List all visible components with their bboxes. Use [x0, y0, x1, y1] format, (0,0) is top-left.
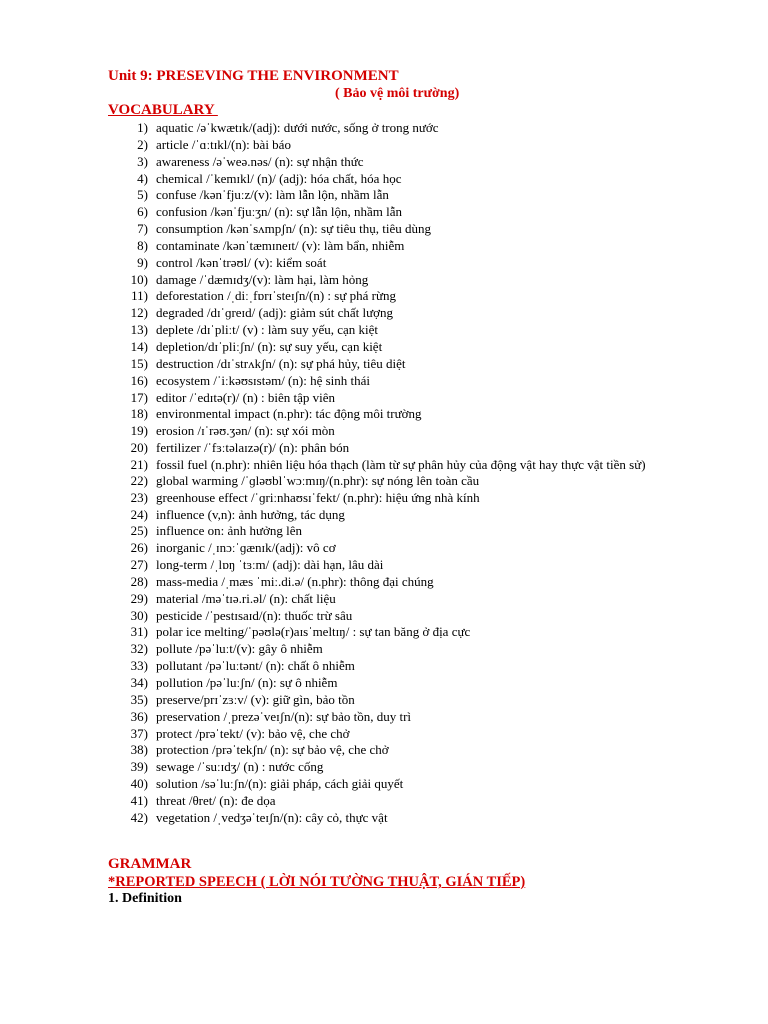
- vocab-item: [0, 440, 768, 457]
- vocab-item-number: 9): [137, 254, 148, 270]
- vocab-item: [0, 288, 768, 305]
- vocab-item-text: solution /səˈluːʃn/(n): giải pháp, cách giải quyết: [156, 776, 404, 792]
- vocab-item-text: control /kənˈtrəʊl/ (v): kiểm soát: [156, 254, 327, 270]
- vocab-item-number: 22): [130, 472, 148, 488]
- vocab-item: [0, 137, 768, 154]
- vocab-item-text: deforestation /ˌdiːˌfɒrɪˈsteɪʃn/(n) : sự phá rừng: [156, 288, 397, 304]
- vocabulary-heading: VOCABULARY: [108, 102, 218, 118]
- vocab-item: [0, 591, 768, 608]
- definition-heading: 1. Definition: [108, 891, 182, 906]
- vocab-item: [0, 658, 768, 675]
- vocab-item-number: 3): [137, 153, 148, 169]
- vocab-item-number: 37): [130, 725, 148, 741]
- vocab-item-text: pollute /pəˈluːt/(v): gây ô nhiễm: [156, 641, 323, 657]
- vocab-item: [0, 255, 768, 272]
- vocab-item-text: preserve/prɪˈzɜːv/ (v): giữ gìn, bảo tồn: [156, 691, 355, 707]
- vocab-item-text: damage /ˈdæmɪdʒ/(v): làm hại, làm hỏng: [156, 271, 369, 287]
- vocab-item: [0, 624, 768, 641]
- vocab-item: [0, 507, 768, 524]
- vocab-item-number: 39): [130, 759, 148, 775]
- vocab-item-text: editor /ˈedɪtə(r)/ (n) : biên tập viên: [156, 389, 336, 405]
- vocab-item-text: vegetation /ˌvedʒəˈteɪʃn/(n): cây cỏ, thực vật: [156, 809, 388, 825]
- vocab-item-number: 28): [130, 573, 148, 589]
- grammar-heading: GRAMMAR: [108, 856, 192, 872]
- vocab-item-text: pollutant /pəˈluːtənt/ (n): chất ô nhiễm: [156, 658, 355, 674]
- vocab-item-number: 33): [130, 658, 148, 674]
- vocab-item-number: 6): [137, 204, 148, 220]
- vocab-item: [0, 793, 768, 810]
- vocab-item-number: 16): [130, 372, 148, 388]
- vocab-item-text: influence on: ảnh hưởng lên: [156, 523, 303, 539]
- vocab-item-number: 17): [130, 389, 148, 405]
- vocab-item: [0, 457, 768, 473]
- vocab-item-number: 42): [130, 809, 148, 825]
- vocab-item: [0, 339, 768, 356]
- vocab-item-text: aquatic /əˈkwætɪk/(adj): dưới nước, sống ở trong nước: [156, 120, 439, 135]
- vocab-item-text: degraded /dɪˈɡreɪd/ (adj): giảm sút chất lượng: [156, 305, 394, 321]
- vocab-item-text: protection /prəˈtekʃn/ (n): sự bảo vệ, che chở: [156, 742, 389, 758]
- vocab-item-text: preservation /ˌprezəˈveɪʃn/(n): sự bảo tồn, duy trì: [156, 708, 412, 724]
- vocab-item-number: 11): [131, 288, 148, 304]
- vocab-item-number: 34): [130, 675, 148, 690]
- vocab-item-text: contaminate /kənˈtæmɪneɪt/ (v): làm bẩn, nhiễm: [156, 237, 405, 253]
- vocab-item: [0, 557, 768, 574]
- vocab-item-text: destruction /dɪˈstrʌkʃn/ (n): sự phá hủy, tiêu diệt: [156, 355, 406, 371]
- vocab-item-number: 7): [137, 221, 148, 237]
- vocab-item-text: pollution /pəˈluːʃn/ (n): sự ô nhiễm: [156, 675, 338, 690]
- vocab-item: [0, 373, 768, 390]
- vocab-item-number: 26): [130, 540, 148, 556]
- vocab-item-number: 14): [130, 338, 148, 354]
- vocab-item: [0, 305, 768, 322]
- unit-subtitle: ( Bảo vệ môi trường): [335, 86, 460, 101]
- vocab-item-number: 15): [130, 355, 148, 371]
- vocab-item-text: environmental impact (n.phr): tác động môi trường: [156, 406, 422, 422]
- vocab-item-number: 12): [130, 305, 148, 321]
- vocab-item: [0, 221, 768, 238]
- vocab-item-text: long-term /ˌlɒŋ ˈtɜːm/ (adj): dài hạn, lâu dài: [156, 557, 384, 573]
- vocab-item-text: protect /prəˈtekt/ (v): bảo vệ, che chở: [156, 725, 350, 741]
- vocab-item-text: greenhouse effect /ˈɡriːnhaʊsɪˈfekt/ (n.phr): hiệu ứng nhà kính: [156, 489, 480, 505]
- vocab-item-text: mass-media /ˌmæs ˈmiː.di.ə/ (n.phr): thông đại chúng: [156, 573, 434, 589]
- vocab-item-number: 13): [130, 322, 148, 338]
- vocab-item: [0, 356, 768, 373]
- vocab-item-number: 18): [130, 406, 148, 422]
- vocab-item-text: awareness /əˈweə.nəs/ (n): sự nhận thức: [156, 153, 364, 169]
- vocab-item-number: 25): [130, 523, 148, 539]
- vocab-item-text: ecosystem /ˈiːkəʊsɪstəm/ (n): hệ sinh thái: [156, 372, 371, 388]
- vocab-item: [0, 406, 768, 423]
- vocab-item: [0, 641, 768, 658]
- vocab-item-text: article /ˈɑːtɪkl/(n): bài báo: [156, 136, 291, 152]
- vocab-item: [0, 154, 768, 171]
- vocab-item: [0, 574, 768, 591]
- vocab-item-number: 32): [130, 641, 148, 657]
- vocab-item: [0, 490, 768, 507]
- vocab-item: [0, 322, 768, 339]
- vocab-item-text: global warming /ˈɡləʊblˈwɔːmɪŋ/(n.phr): sự nóng lên toàn cầu: [156, 472, 480, 488]
- vocab-item-text: polar ice melting/ˈpəʊlə(r)aɪsˈmeltɪŋ/ : sự tan băng ở địa cực: [156, 624, 471, 640]
- vocab-item-number: 2): [137, 136, 148, 152]
- vocab-item-text: pesticide /ˈpestɪsaɪd/(n): thuốc trừ sâu: [156, 607, 353, 623]
- vocab-item-number: 1): [137, 120, 148, 135]
- vocab-item: [0, 810, 768, 827]
- vocab-item-number: 4): [137, 170, 148, 186]
- unit-title: Unit 9: PRESEVING THE ENVIRONMENT: [108, 68, 399, 84]
- vocab-item: [0, 187, 768, 204]
- vocab-item-number: 35): [130, 691, 148, 707]
- vocab-item: [0, 423, 768, 440]
- vocab-item-text: threat /θret/ (n): đe dọa: [156, 792, 276, 808]
- vocab-item-number: 5): [137, 187, 148, 203]
- vocab-item-number: 31): [130, 624, 148, 640]
- vocab-item-text: inorganic /ˌɪnɔːˈɡænɪk/(adj): vô cơ: [156, 540, 336, 556]
- vocab-item-number: 36): [130, 708, 148, 724]
- vocab-item-number: 30): [130, 607, 148, 623]
- vocab-item: [0, 171, 768, 188]
- vocab-item-text: material /məˈtɪə.ri.əl/ (n): chất liệu: [156, 590, 336, 606]
- vocab-item: [0, 742, 768, 759]
- vocab-item: [0, 692, 768, 709]
- vocab-item-text: sewage /ˈsuːɪdʒ/ (n) : nước cống: [156, 759, 324, 775]
- vocab-item-text: influence (v,n): ảnh hưởng, tác dụng: [156, 506, 345, 522]
- vocab-item: [0, 675, 768, 692]
- vocab-item-text: fossil fuel (n.phr): nhiên liệu hóa thạch (làm từ sự phân hủy của động vật hay thực vật tiền sử): [156, 456, 646, 472]
- vocab-item: [0, 776, 768, 793]
- reported-speech-heading: *REPORTED SPEECH ( LỜI NÓI TƯỜNG THUẬT, GIÁN TIẾP): [108, 874, 526, 890]
- vocab-item: [0, 523, 768, 540]
- vocab-item: [0, 238, 768, 255]
- vocab-item: [0, 473, 768, 490]
- vocab-item-number: 21): [130, 456, 148, 472]
- vocab-item-number: 40): [130, 776, 148, 792]
- vocab-item-number: 24): [130, 506, 148, 522]
- vocab-item: [0, 272, 768, 289]
- vocab-item-number: 23): [130, 489, 148, 505]
- vocab-item: [0, 204, 768, 221]
- vocab-item: [0, 608, 768, 625]
- vocab-item: [0, 390, 768, 407]
- vocab-item: [0, 709, 768, 726]
- vocab-item-text: deplete /dɪˈpliːt/ (v) : làm suy yếu, cạn kiệt: [156, 322, 379, 338]
- vocab-item-number: 29): [130, 590, 148, 606]
- vocab-item-number: 8): [137, 237, 148, 253]
- vocab-item: [0, 759, 768, 776]
- vocab-item-text: depletion/dɪˈpliːʃn/ (n): sự suy yếu, cạn kiệt: [156, 338, 383, 354]
- vocab-item-number: 20): [130, 440, 148, 456]
- vocab-item-text: consumption /kənˈsʌmpʃn/ (n): sự tiêu thụ, tiêu dùng: [156, 221, 431, 237]
- vocab-item-number: 27): [130, 557, 148, 573]
- vocabulary-list: [0, 120, 768, 827]
- vocab-item-text: confusion /kənˈfjuːʒn/ (n): sự lẫn lộn, nhầm lẫn: [156, 204, 403, 220]
- vocab-item-text: confuse /kənˈfjuːz/(v): làm lẫn lộn, nhầm lẫn: [156, 187, 389, 203]
- vocab-item: [0, 726, 768, 743]
- vocab-item-number: 10): [130, 271, 148, 287]
- vocab-item-number: 41): [130, 792, 148, 808]
- vocab-item-number: 19): [130, 423, 148, 439]
- vocab-item-text: erosion /ɪˈrəʊ.ʒən/ (n): sự xói mòn: [156, 423, 335, 439]
- vocab-item-text: fertilizer /ˈfɜːtəlaɪzə(r)/ (n): phân bón: [156, 440, 350, 456]
- vocab-item: [0, 120, 768, 137]
- vocab-item: [0, 540, 768, 557]
- vocab-item-number: 38): [130, 742, 148, 758]
- vocab-item-text: chemical /ˈkemɪkl/ (n)/ (adj): hóa chất, hóa học: [156, 170, 402, 186]
